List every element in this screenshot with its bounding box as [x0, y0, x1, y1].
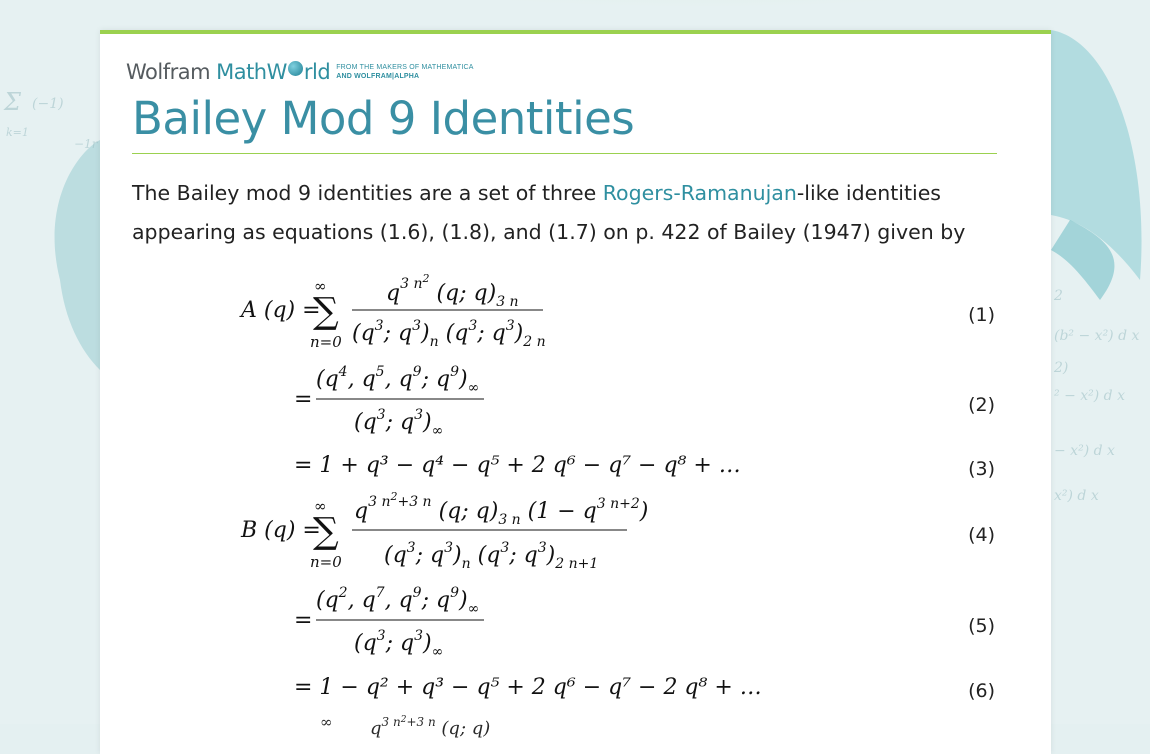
svg-text:−1r: −1r — [74, 137, 98, 151]
svg-text:q3 n2+3 n (q; q)3 n (1 − q3 n+: $q^{3 n2}_{+3 n}$ (q; $q)_{3 n}$ $(1 - q^{3 n+2})$ — [354, 490, 649, 528]
equation-number-5: (5) — [968, 615, 995, 637]
svg-text:x²) d x: x²) d x — [1054, 488, 1099, 504]
rogers-ramanujan-link[interactable]: Rogers-Ramanujan — [602, 181, 797, 205]
equation-number-4: (4) — [968, 524, 995, 546]
svg-text:(q3; q3)∞: ($q^3$; $q^3)_\infty$ — [354, 628, 444, 660]
equation-1 — [239, 272, 546, 351]
svg-text:A (q) =: A (q) = — [241, 298, 321, 323]
svg-text:∞: ∞ — [314, 277, 327, 295]
svg-text:(q3; q3)n (q3; q3)2 n+1: ($q^3$; $q^3)_n$ ($q^3$; $q^3)_{2 n+1}$ — [384, 540, 599, 572]
logo-wolfram-text: Wolfram — [126, 60, 211, 84]
svg-text:2): 2) — [1054, 360, 1069, 376]
svg-text:² − x²) d x: ² − x²) d x — [1054, 388, 1125, 404]
equation-number-2: (2) — [968, 394, 995, 416]
intro-text-2: -like identities appearing as equations (1.6), (1.8), and (1.7) on p. 422 of Bailey (1947) given by — [132, 181, 966, 244]
svg-text:q3 n2 (q; q)3 n: $q^{3 n2}$ (q; $q)_{3 n}$ — [386, 272, 519, 310]
svg-text:(q2, q7, q9; q9)∞: ($q^2$, $q^7$, $q^9$; $q^9)_\infty$ — [316, 585, 480, 617]
svg-text:q3 n2+3 n (q; q): $q^{3 n2}_{+3 n}$ (q; q) — [370, 715, 491, 739]
svg-text:2: 2 — [1054, 288, 1063, 304]
svg-text:∞: ∞ — [320, 713, 333, 731]
equation-number-1: (1) — [968, 304, 995, 326]
svg-text:=: = — [294, 387, 313, 412]
svg-text:k=1: k=1 — [6, 126, 29, 139]
equation-number-3: (3) — [968, 458, 995, 480]
svg-text:(q3; q3)n (q3; q3)2 n: ($q^3$; $q^3)_n$ ($q^3$; $q^3)_{2 n}$ — [352, 318, 546, 350]
logo-mathworld-text: MathW rld — [216, 60, 331, 84]
equation-7-partial — [320, 713, 490, 739]
svg-text:∑: ∑ — [313, 291, 339, 332]
svg-text:(q3; q3)∞: ($q^3$; $q^3)_\infty$ — [354, 407, 444, 439]
equation-2 — [294, 364, 484, 439]
equation-block — [100, 34, 1051, 754]
svg-text:Σ: Σ — [4, 88, 21, 116]
svg-text:n=0: n=0 — [310, 333, 342, 351]
svg-text:∞: ∞ — [314, 497, 327, 515]
page-title: Bailey Mod 9 Identities — [132, 92, 635, 145]
svg-text:− x²) d x: − x²) d x — [1054, 443, 1115, 459]
svg-text:∑: ∑ — [313, 511, 339, 552]
svg-text:(−1): (−1) — [32, 96, 64, 112]
svg-text:(b² − x²) d x: (b² − x²) d x — [1054, 328, 1140, 344]
equation-number-6: (6) — [968, 680, 995, 702]
equation-6: = 1 − q² + q³ − q⁵ + 2 q⁶ − q⁷ − 2 q⁸ + … — [294, 675, 762, 700]
svg-text:=: = — [294, 608, 313, 633]
svg-text:(q4, q5, q9; q9)∞: ($q^4$, $q^5$, $q^9$; $q^9)_\infty$ — [316, 364, 480, 396]
article-card — [100, 30, 1051, 754]
svg-text:n=0: n=0 — [310, 553, 342, 571]
equation-3: = 1 + q³ − q⁴ − q⁵ + 2 q⁶ − q⁷ − q⁸ + … — [294, 453, 741, 478]
intro-text-1: The Bailey mod 9 identities are a set of three — [132, 181, 603, 205]
equation-5 — [294, 585, 484, 660]
svg-text:B (q) =: B (q) = — [241, 518, 321, 543]
equation-4 — [240, 490, 648, 572]
logo-tagline: FROM THE MAKERS OF MATHEMATICA AND WOLFRAM|ALPHA — [336, 64, 474, 80]
